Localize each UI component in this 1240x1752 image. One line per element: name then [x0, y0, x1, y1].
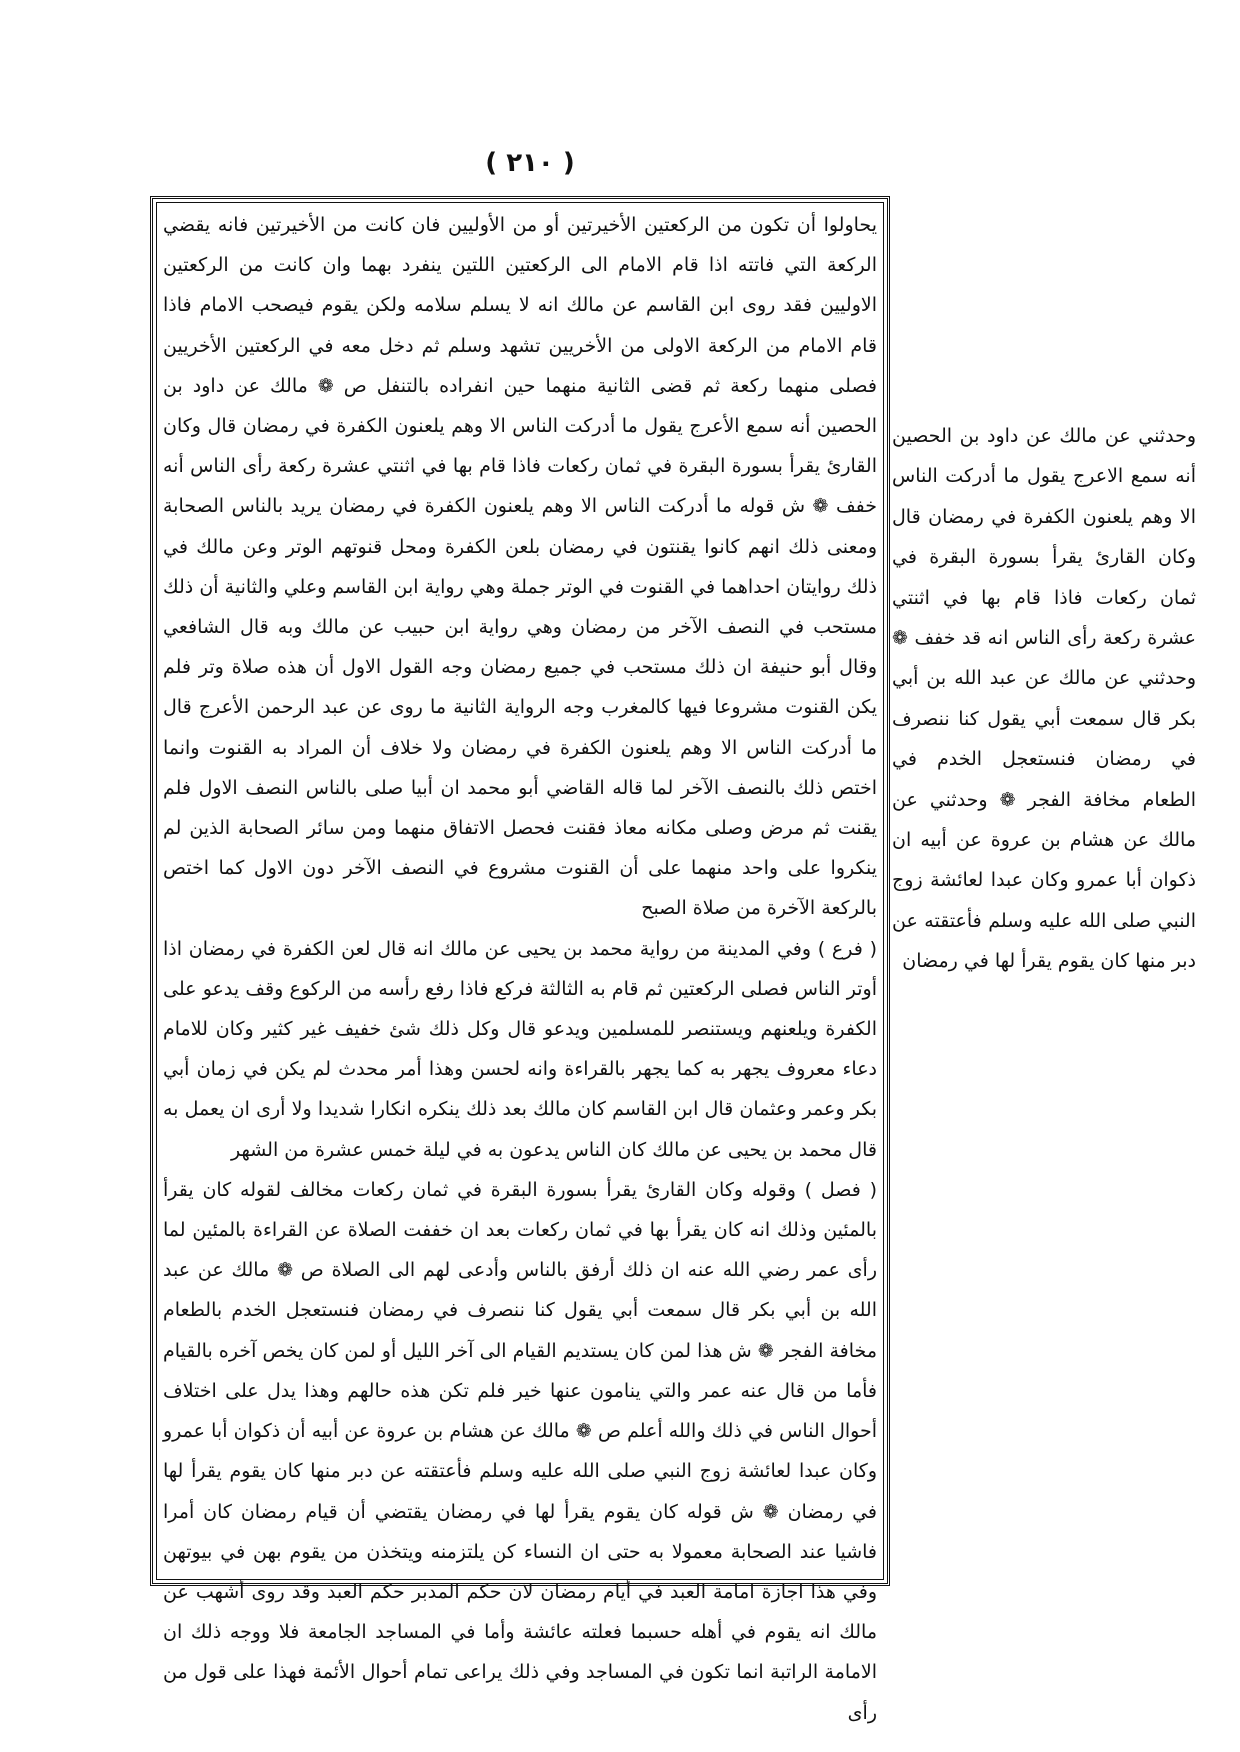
main-text-frame	[150, 196, 890, 1724]
main-paragraph: ( فصل ) وقوله وكان القارئ يقرأ بسورة البقرة في ثمان ركعات مخالف لقوله كان يقرأ بالمئين وذلك انه كان يقرأ بها في ثمان ركعات بعد ان خففت الصلاة عن القراءة بالمئين لما رأى عمر رضي الله عنه ان ذلك أرفق بالناس وأدعى لهم الى الصلاة ص ❁ مالك عن عبد الله بن أبي بكر قال سمعت أبي يقول كنا ننصرف في رمضان فنستعجل الخدم بالطعام مخافة الفجر ❁ ش هذا لمن كان يستديم القيام الى آخر الليل أو لمن كان يخص آخره بالقيام فأما من قال عنه عمر والتي ينامون عنها خير فلم تكن هذه حالهم وهذا يدل على اختلاف أحوال الناس في ذلك والله أعلم ص ❁ مالك عن هشام بن عروة عن أبيه أن ذكوان أبا عمرو وكان عبدا لعائشة زوج النبي صلى الله عليه وسلم فأعتقته عن دبر منها كان يقوم يقرأ لها في رمضان ❁ ش قوله كان يقوم يقرأ لها في رمضان يقتضي أن قيام رمضان كان أمرا فاشيا عند الصحابة معمولا به حتى ان النساء كن يلتزمنه ويتخذن من يقوم بهن في بيوتهن وفي هذا اجازة امامة العبد في أيام رمضان لان حكم المدبر حكم العبد وقد روى أشهب عن مالك انه يقوم في أهله حسبما فعلته عائشة وأما في المساجد الجامعة فلا ووجه ذلك ان الامامة الراتبة انما تكون في المساجد وفي ذلك يراعى تمام أحوال الأئمة فهذا على قول من رأى	[163, 1178, 877, 1724]
main-paragraph: ( فرع ) وفي المدينة من رواية محمد بن يحيى عن مالك انه قال لعن الكفرة في رمضان اذا أوتر الناس فصلى الركعتين ثم قام به الثالثة فركع فاذا رفع رأسه من الركوع وقف يدعو على الكفرة ويلعنهم ويستنصر للمسلمين ويدعو قال وكل ذلك شئ خفيف غير كثير وكان للامام دعاء معروف يجهر به كما يجهر بالقراءة وانه لحسن وهذا أمر محدث لم يكن في زمان أبي بكر وعمر وعثمان قال ابن القاسم كان مالك بعد ذلك ينكره انكارا شديدا ولا أرى ان يعمل به قال محمد بن يحيى عن مالك كان الناس يدعون به في ليلة خمس عشرة من الشهر	[163, 937, 877, 1161]
margin-hadith-text: وحدثني عن مالك عن داود بن الحصين أنه سمع الاعرج يقول ما أدركت الناس الا وهم يلعنون الكفرة في رمضان قال وكان القارئ يقرأ بسورة البقرة في ثمان ركعات فاذا قام بها في اثنتي عشرة ركعة رأى الناس انه قد خفف ❁ وحدثني عن مالك عن عبد الله بن أبي بكر قال سمعت أبي يقول كنا ننصرف في رمضان فنستعجل الخدم في الطعام مخافة الفجر ❁ وحدثني عن مالك عن هشام بن عروة عن أبيه ان ذكوان أبا عمرو وكان عبدا لعائشة زوج النبي صلى الله عليه وسلم فأعتقته عن دبر منها كان يقوم يقرأ لها في رمضان	[892, 425, 1196, 973]
page-number: ( ٢١٠ )	[485, 148, 575, 178]
main-paragraph: يحاولوا أن تكون من الركعتين الأخيرتين أو من الأوليين فان كانت من الأخيرتين فانه يقضي الركعة التي فاتته اذا قام الامام الى الركعتين اللتين ينفرد بهما وان كانت من الركعتين الاوليين فقد روى ابن القاسم عن مالك انه لا يسلم سلامه ولكن يقوم فيصحب الامام فاذا قام الامام من الركعة الاولى من الأخريين تشهد وسلم ثم دخل معه في الركعتين الأخريين فصلى منهما ركعة ثم قضى الثانية منهما حين انفراده بالتنفل ص ❁ مالك عن داود بن الحصين أنه سمع الأعرج يقول ما أدركت الناس الا وهم يلعنون الكفرة في رمضان قال وكان القارئ يقرأ بسورة البقرة في ثمان ركعات فاذا قام بها في اثنتي عشرة ركعة رأى الناس أنه خفف ❁ ش قوله ما أدركت الناس الا وهم يلعنون الكفرة في رمضان يريد بالناس الصحابة ومعنى ذلك انهم كانوا يقنتون في رمضان بلعن الكفرة ومحل قنوتهم الوتر وعن مالك في ذلك روايتان احداهما في القنوت في الوتر جملة وهي رواية ابن القاسم وعلي والثانية أن ذلك مستحب في النصف الآخر من رمضان وهي رواية ابن حبيب عن مالك وبه قال الشافعي وقال أبو حنيفة ان ذلك مستحب في جميع رمضان وجه القول الاول أن هذه صلاة وتر فلم يكن القنوت مشروعا فيها كالمغرب وجه الرواية الثانية ما روى عن عبد الرحمن الأعرج قال ما أدركت الناس الا وهم يلعنون الكفرة في رمضان ولا خلاف أن المراد به القنوت وانما اختص ذلك بالنصف الآخر لما قاله القاضي أبو محمد ان أبيا صلى بالناس النصف الاول فلم يقنت ثم مرض وصلى مكانه معاذ فقنت فحصل الاتفاق منهما ومن سائر الصحابة الذين لم ينكروا على واحد منهما على أن القنوت مشروع في النصف الآخر دون الاول كما اختص بالركعة الآخرة من صلاة الصبح	[163, 214, 877, 920]
main-commentary	[163, 205, 877, 1724]
